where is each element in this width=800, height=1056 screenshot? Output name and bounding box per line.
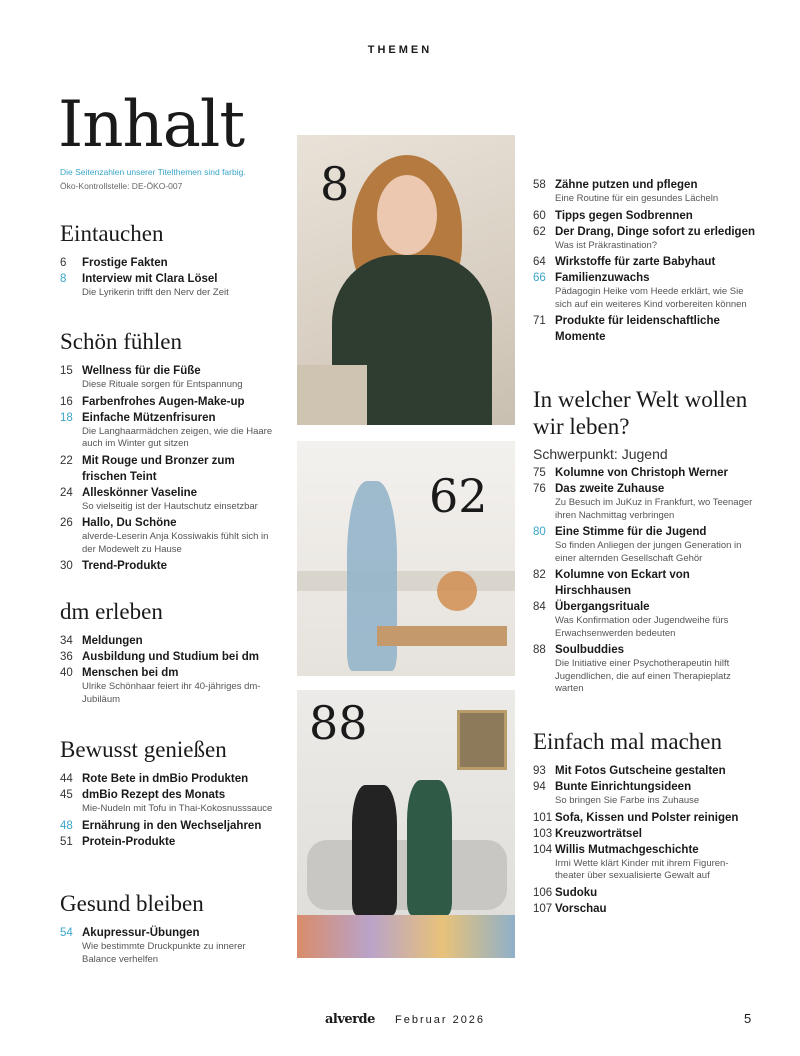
toc-entry[interactable] xyxy=(533,270,758,313)
entry-page-number: 51 xyxy=(60,835,73,848)
page-number: 5 xyxy=(744,1011,752,1026)
toc-entry[interactable] xyxy=(60,410,275,453)
toc-entry[interactable] xyxy=(533,642,758,698)
photo-page-number: 88 xyxy=(309,696,368,750)
color-note: Die Seitenzahlen unserer Titelthemen sind farbig. xyxy=(60,167,246,177)
entry-title: Bunte Einrichtungsideen xyxy=(555,781,692,793)
entry-page-number: 22 xyxy=(60,454,73,467)
section-heading: Schön fühlen xyxy=(60,329,183,354)
entry-page-number: 88 xyxy=(533,644,546,656)
toc-entry[interactable] xyxy=(533,177,758,208)
entry-page-number: 106 xyxy=(533,886,553,899)
entry-page-number: 18 xyxy=(60,411,73,424)
entry-page-number: 66 xyxy=(533,272,546,284)
entry-title: Ernährung in den Wechseljahren xyxy=(82,819,262,832)
photo-clara-loesel[interactable] xyxy=(297,135,515,425)
entry-page-number: 48 xyxy=(60,819,73,832)
entry-title: Kolumne von Christoph Werner xyxy=(555,467,728,479)
toc-entry[interactable] xyxy=(60,255,275,271)
section-schoen-fuehlen xyxy=(60,328,275,574)
section-heading: In welcher Welt wollen wir leben? xyxy=(533,387,748,439)
entry-title: Sudoku xyxy=(555,886,598,899)
section-eintauchen xyxy=(60,220,275,302)
entry-subtitle: Mie-Nudeln mit Tofu in Thai-Kokosnusssauce xyxy=(82,803,273,814)
section-heading: Einfach mal machen xyxy=(533,729,723,754)
section-heading: Bewusst genießen xyxy=(60,737,227,762)
entry-page-number: 93 xyxy=(533,765,546,777)
entry-subtitle: Eine Routine für ein gesundes Lächeln xyxy=(555,193,719,204)
toc-entry[interactable] xyxy=(60,485,275,516)
entry-page-number: 84 xyxy=(533,601,546,613)
section-gesund-bleiben-continued xyxy=(533,177,758,345)
entry-page-number: 71 xyxy=(533,315,546,327)
photo-two-women[interactable] xyxy=(297,690,515,958)
photo-page-number: 8 xyxy=(320,157,350,211)
entry-title: Das zweite Zuhause xyxy=(555,483,665,495)
entry-title: Frostige Fakten xyxy=(82,257,168,269)
entry-title: Hallo, Du Schöne xyxy=(82,517,177,529)
section-heading: dm erleben xyxy=(60,599,163,624)
toc-entry[interactable] xyxy=(60,515,275,558)
toc-entry[interactable] xyxy=(533,599,758,642)
entry-title: dmBio Rezept des Monats xyxy=(82,789,226,801)
toc-entry[interactable] xyxy=(533,779,758,810)
entry-page-number: 80 xyxy=(533,526,546,538)
entry-title: Produkte für leidenschaftliche Momente xyxy=(555,315,720,343)
section-dm-erleben xyxy=(60,598,275,708)
entry-page-number: 8 xyxy=(60,273,67,285)
entry-subtitle: Zu Besuch im JuKuz in Frankfurt, wo Teenager ihren Nachmittag verbringen xyxy=(555,497,753,521)
entry-title: Kreuzworträtsel xyxy=(555,827,642,840)
entry-page-number: 76 xyxy=(533,483,546,495)
entry-title: Menschen bei dm xyxy=(82,667,179,679)
toc-entry[interactable] xyxy=(533,763,758,779)
entry-page-number: 62 xyxy=(533,225,546,238)
section-heading: Gesund bleiben xyxy=(60,891,204,916)
photo-kitchen[interactable] xyxy=(297,441,515,676)
entry-title: Einfache Mützenfrisuren xyxy=(82,411,216,424)
entry-title: Farbenfrohes Augen-Make-up xyxy=(82,395,245,408)
section-gesund-bleiben xyxy=(60,890,275,968)
entry-subtitle: alverde-Leserin Anja Kossiwakis fühlt sich in der Modewelt zu Hause xyxy=(82,531,269,555)
entry-title: Protein-Produkte xyxy=(82,835,176,848)
section-bewusst-geniessen xyxy=(60,736,275,850)
toc-entry[interactable] xyxy=(533,826,758,842)
entry-page-number: 30 xyxy=(60,560,73,572)
entry-page-number: 44 xyxy=(60,773,73,785)
entry-page-number: 54 xyxy=(60,927,73,939)
toc-entry[interactable] xyxy=(60,649,275,665)
toc-entry[interactable] xyxy=(533,465,758,481)
toc-entry[interactable] xyxy=(533,567,758,599)
entry-title: Kolumne von Eckart von Hirschhausen xyxy=(555,569,690,597)
entry-subtitle: Pädagogin Heike vom Heede erklärt, wie Sie sich auf ein weiteres Kind vorbereiten können xyxy=(555,286,747,310)
entry-page-number: 104 xyxy=(533,843,553,856)
entry-title: Mit Rouge und Bronzer zum frischen Teint xyxy=(82,454,235,483)
toc-entry[interactable] xyxy=(533,208,758,224)
section-einfach-mal-machen xyxy=(533,728,758,917)
toc-entry[interactable] xyxy=(533,224,758,255)
entry-title: Vorschau xyxy=(555,902,607,915)
entry-page-number: 40 xyxy=(60,667,73,679)
entry-title: Wellness für die Füße xyxy=(82,365,201,377)
entry-page-number: 64 xyxy=(533,256,546,268)
toc-entry[interactable] xyxy=(60,394,275,410)
toc-entry[interactable] xyxy=(60,834,275,850)
entry-title: Sofa, Kissen und Polster reinigen xyxy=(555,811,739,824)
toc-entry[interactable] xyxy=(60,665,275,708)
toc-entry[interactable] xyxy=(533,885,758,901)
toc-entry[interactable] xyxy=(533,254,758,270)
entry-page-number: 34 xyxy=(60,635,73,647)
entry-subtitle: So vielseitig ist der Hautschutz einsetzbar xyxy=(82,500,258,512)
toc-entry[interactable] xyxy=(60,818,275,834)
entry-subtitle: Wie bestimmte Druckpunkte zu innerer Balance verhelfen xyxy=(82,941,246,965)
entry-page-number: 103 xyxy=(533,827,553,840)
entry-subtitle: Die Langhaarmädchen zeigen, wie die Haare auch im Winter gut sitzen xyxy=(82,425,273,449)
entry-title: Eine Stimme für die Jugend xyxy=(555,526,707,538)
entry-page-number: 60 xyxy=(533,209,546,222)
entry-title: Willis Mutmachgeschichte xyxy=(555,843,699,856)
issue-date: Februar 2026 xyxy=(395,1014,486,1026)
toc-entry[interactable] xyxy=(533,901,758,917)
entry-title: Trend-Produkte xyxy=(82,560,167,572)
entry-title: Familienzuwachs xyxy=(555,272,650,284)
toc-entry[interactable] xyxy=(60,633,275,649)
entry-title: Mit Fotos Gutscheine gestalten xyxy=(555,765,726,777)
entry-subtitle: Ulrike Schönhaar feiert ihr 40-jähriges dm-Jubiläum xyxy=(82,681,261,705)
entry-title: Zähne putzen und pflegen xyxy=(555,179,698,191)
entry-title: Der Drang, Dinge sofort zu erledigen xyxy=(555,225,755,238)
section-heading: Eintauchen xyxy=(60,221,164,246)
entry-title: Tipps gegen Sodbrennen xyxy=(555,209,693,222)
entry-page-number: 94 xyxy=(533,781,546,793)
toc-entry[interactable] xyxy=(533,524,758,567)
page-title: Inhalt xyxy=(58,88,245,162)
eco-control-note: Öko-Kontrollstelle: DE-ÖKO-007 xyxy=(60,181,183,191)
entry-title: Rote Bete in dmBio Produkten xyxy=(82,773,249,785)
entry-subtitle: So bringen Sie Farbe ins Zuhause xyxy=(555,795,700,806)
entry-page-number: 16 xyxy=(60,395,73,408)
photo-page-number: 62 xyxy=(429,469,488,523)
toc-entry[interactable] xyxy=(60,363,275,394)
entry-subtitle: So finden Anliegen der jungen Generation in einer alternden Gesellschaft Gehör xyxy=(555,540,742,564)
section-in-welcher-welt xyxy=(533,386,758,698)
entry-page-number: 36 xyxy=(60,651,73,663)
entry-subtitle: Was Konfirmation oder Jugendweihe fürs Erwachsenwerden bedeuten xyxy=(555,615,729,639)
entry-title: Ausbildung und Studium bei dm xyxy=(82,651,259,663)
entry-page-number: 75 xyxy=(533,467,546,479)
entry-title: Übergangsrituale xyxy=(555,601,650,613)
entry-page-number: 82 xyxy=(533,569,546,581)
toc-entry[interactable] xyxy=(60,925,275,968)
entry-title: Akupressur-Übungen xyxy=(82,927,200,939)
entry-title: Soulbuddies xyxy=(555,644,624,656)
toc-entry[interactable] xyxy=(533,313,758,345)
entry-page-number: 24 xyxy=(60,486,73,499)
entry-subtitle: Was ist Präkrastination? xyxy=(555,239,658,251)
entry-title: Wirkstoffe für zarte Babyhaut xyxy=(555,256,716,268)
entry-subtitle: Irmi Wette klärt Kinder mit ihrem Figuren-theater über sexualisierte Gewalt auf xyxy=(555,857,729,881)
toc-entry[interactable] xyxy=(60,558,275,574)
entry-page-number: 58 xyxy=(533,179,546,191)
entry-page-number: 15 xyxy=(60,365,73,377)
entry-page-number: 6 xyxy=(60,257,67,269)
toc-entry[interactable] xyxy=(60,453,275,485)
brand-logo: alverde xyxy=(325,1012,375,1027)
entry-title: Alleskönner Vaseline xyxy=(82,486,198,499)
entry-title: Interview mit Clara Lösel xyxy=(82,273,218,285)
entry-subtitle: Die Initiative einer Psychotherapeutin hilft Jugendlichen, die auf einen Therapieplatz warten xyxy=(555,658,731,694)
entry-title: Meldungen xyxy=(82,635,143,647)
toc-entry[interactable] xyxy=(533,842,758,885)
toc-entry[interactable] xyxy=(533,810,758,826)
entry-page-number: 107 xyxy=(533,902,553,915)
toc-entry[interactable] xyxy=(533,481,758,524)
entry-page-number: 26 xyxy=(60,517,73,529)
section-label: THEMEN xyxy=(367,44,433,56)
entry-subtitle: Diese Rituale sorgen für Entspannung xyxy=(82,379,243,390)
toc-entry[interactable] xyxy=(60,271,275,302)
toc-entry[interactable] xyxy=(60,787,275,818)
toc-entry[interactable] xyxy=(60,771,275,787)
section-kicker: Schwerpunkt: Jugend xyxy=(533,446,668,462)
entry-subtitle: Die Lyrikerin trifft den Nerv der Zeit xyxy=(82,287,229,298)
entry-page-number: 101 xyxy=(533,811,553,824)
entry-page-number: 45 xyxy=(60,789,73,801)
